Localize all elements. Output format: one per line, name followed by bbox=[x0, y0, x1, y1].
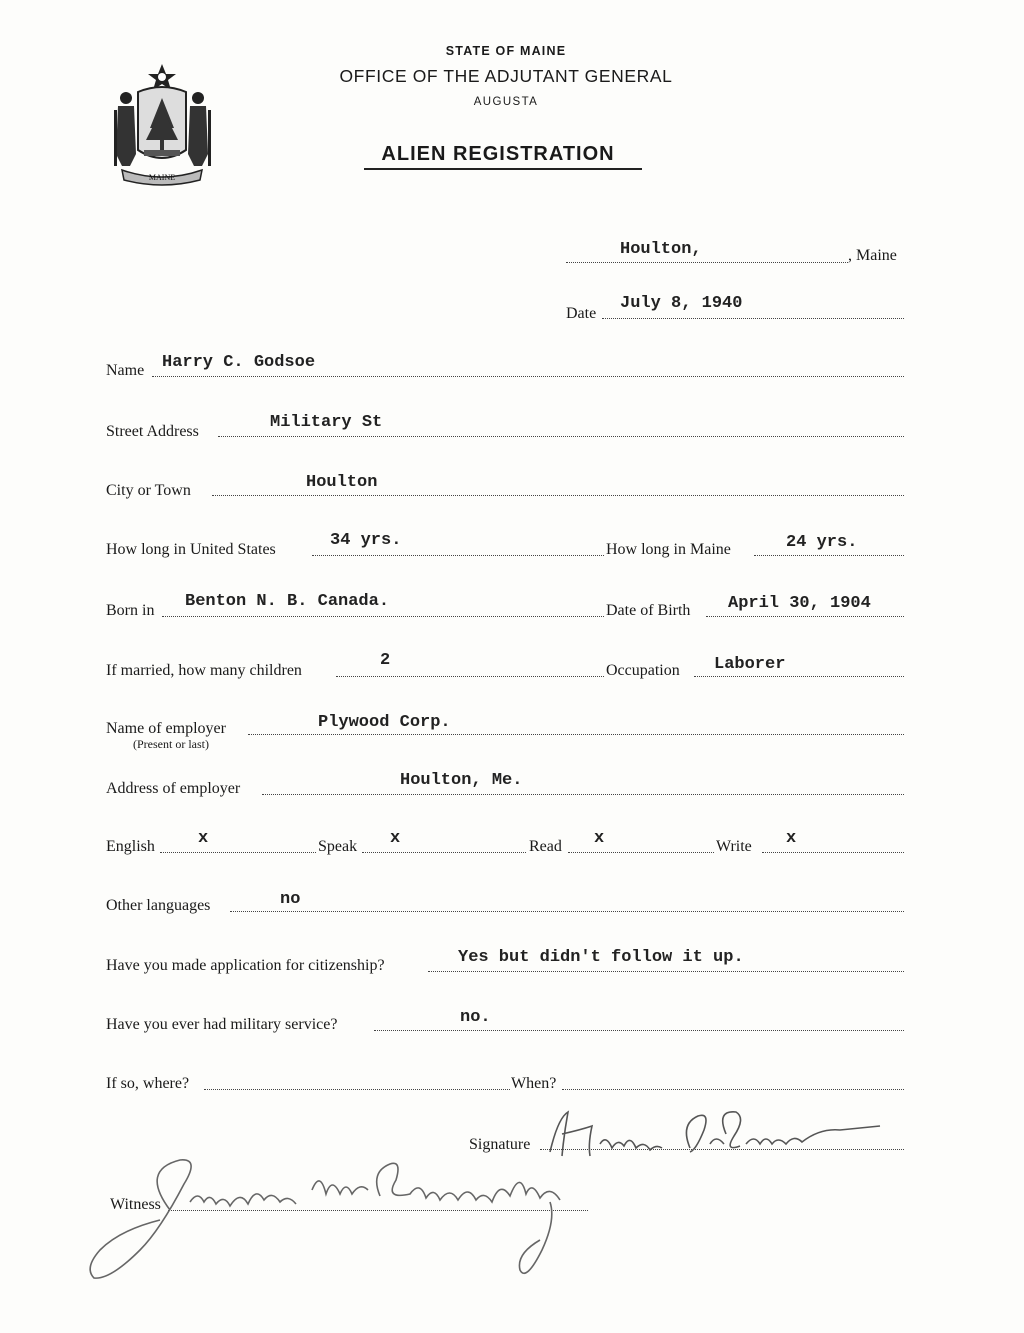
born-in-label: Born in bbox=[106, 602, 155, 619]
employer-line bbox=[248, 734, 904, 735]
other-languages-line bbox=[230, 911, 904, 912]
name-value: Harry C. Godsoe bbox=[162, 353, 316, 372]
dob-line bbox=[706, 616, 904, 617]
employer-address-value: Houlton, Me. bbox=[400, 771, 523, 790]
employer-address-line bbox=[262, 794, 904, 795]
where-line bbox=[204, 1089, 510, 1090]
city-line bbox=[212, 495, 904, 496]
state-heading: STATE OF MAINE bbox=[445, 44, 567, 58]
where-label: If so, where? bbox=[106, 1075, 190, 1092]
name-line bbox=[152, 376, 904, 377]
speak-label: Speak bbox=[318, 838, 358, 855]
speak-line bbox=[362, 852, 526, 853]
maine-duration-label: How long in Maine bbox=[606, 541, 731, 558]
date-line bbox=[602, 318, 904, 319]
street-label: Street Address bbox=[106, 423, 199, 440]
write-line bbox=[762, 852, 904, 853]
born-in-value: Benton N. B. Canada. bbox=[185, 592, 390, 611]
date-label: Date bbox=[566, 305, 597, 322]
city-label: City or Town bbox=[106, 482, 191, 499]
location-suffix: , Maine bbox=[848, 247, 897, 264]
employer-value: Plywood Corp. bbox=[318, 713, 451, 732]
military-line bbox=[374, 1030, 904, 1031]
write-value: x bbox=[786, 829, 797, 848]
children-value: 2 bbox=[380, 651, 391, 670]
seal-banner-text: MAINE bbox=[148, 173, 176, 182]
employer-address-label: Address of employer bbox=[106, 780, 241, 797]
form-title: ALIEN REGISTRATION bbox=[381, 143, 615, 165]
read-label: Read bbox=[529, 838, 562, 855]
children-label: If married, how many children bbox=[106, 662, 302, 679]
born-in-line bbox=[162, 616, 604, 617]
speak-value: x bbox=[390, 829, 401, 848]
read-value: x bbox=[594, 829, 605, 848]
other-languages-label: Other languages bbox=[106, 897, 211, 914]
location-value: Houlton, bbox=[620, 240, 702, 259]
maine-duration-line bbox=[754, 555, 904, 556]
when-line bbox=[562, 1089, 904, 1090]
title-underline bbox=[364, 168, 642, 170]
street-value: Military St bbox=[270, 413, 383, 432]
military-label: Have you ever had military service? bbox=[106, 1016, 338, 1033]
occupation-line bbox=[694, 676, 904, 677]
read-line bbox=[568, 852, 714, 853]
english-value: x bbox=[198, 829, 209, 848]
military-value: no. bbox=[460, 1008, 491, 1027]
us-duration-value: 34 yrs. bbox=[330, 531, 402, 550]
maine-duration-value: 24 yrs. bbox=[786, 533, 858, 552]
employer-label: Name of employer bbox=[106, 720, 226, 737]
us-duration-line bbox=[312, 555, 604, 556]
witness-signature bbox=[80, 1150, 600, 1290]
name-label: Name bbox=[106, 362, 145, 379]
us-duration-label: How long in United States bbox=[106, 541, 276, 558]
street-line bbox=[218, 436, 904, 437]
citizenship-value: Yes but didn't follow it up. bbox=[458, 948, 744, 967]
city-value: Houlton bbox=[306, 473, 378, 492]
dob-value: April 30, 1904 bbox=[728, 594, 871, 613]
witness-label: Witness bbox=[110, 1196, 161, 1213]
other-languages-value: no bbox=[280, 890, 301, 909]
office-heading: OFFICE OF THE ADJUTANT GENERAL bbox=[339, 66, 673, 86]
english-label: English bbox=[106, 838, 155, 855]
date-value: July 8, 1940 bbox=[620, 294, 743, 313]
children-line bbox=[336, 676, 604, 677]
location-line bbox=[566, 262, 848, 263]
write-label: Write bbox=[716, 838, 752, 855]
citizenship-line bbox=[428, 971, 904, 972]
signature-label: Signature bbox=[469, 1136, 531, 1153]
dob-label: Date of Birth bbox=[606, 602, 691, 619]
occupation-value: Laborer bbox=[714, 655, 786, 674]
employer-sublabel: (Present or last) bbox=[133, 737, 209, 751]
city-heading: AUGUSTA bbox=[473, 96, 539, 108]
occupation-label: Occupation bbox=[606, 662, 680, 679]
citizenship-label: Have you made application for citizenship? bbox=[106, 957, 385, 974]
when-label: When? bbox=[511, 1075, 557, 1092]
english-line bbox=[160, 852, 316, 853]
